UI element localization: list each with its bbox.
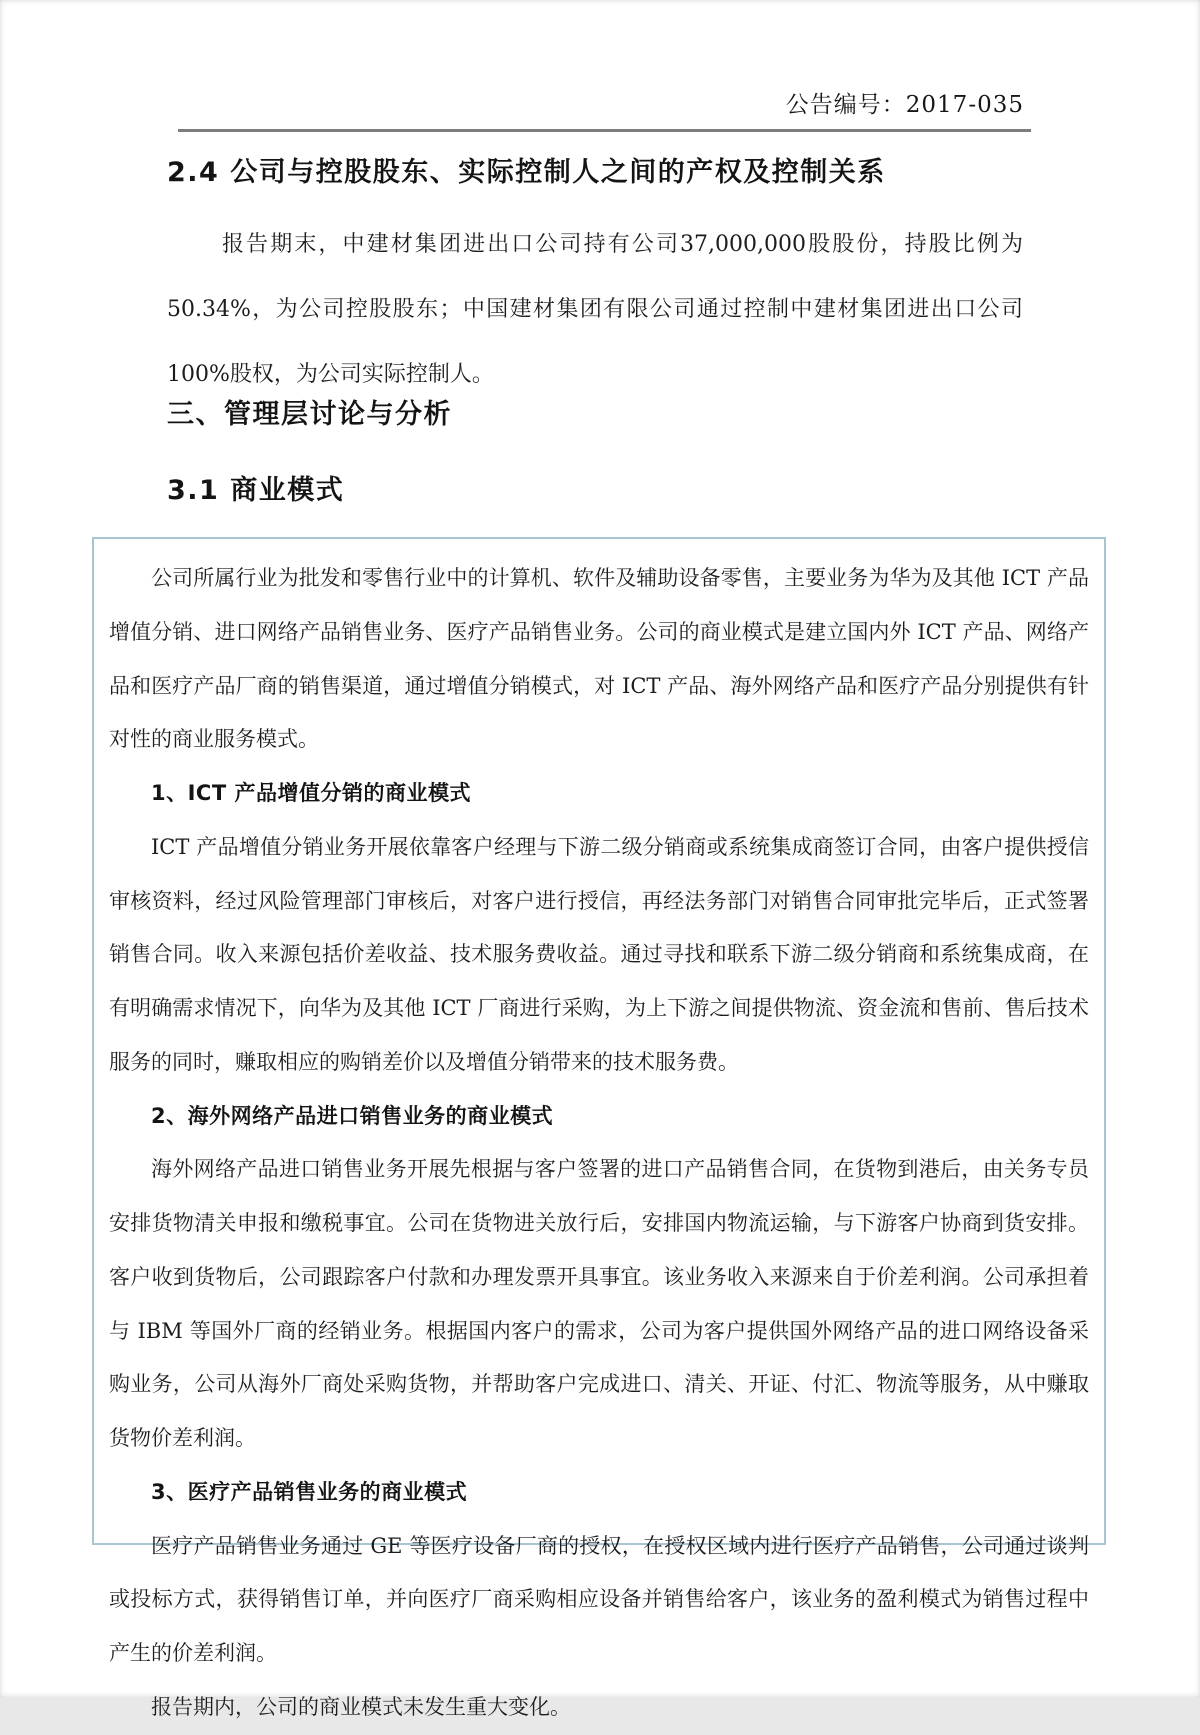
business-model-box [92, 537, 1106, 1719]
business-model-item-1-heading: 1、ICT 产品增值分销的商业模式 [151, 781, 471, 805]
section-2-4-title: 2.4 公司与控股股东、实际控制人之间的产权及控制关系 [167, 157, 886, 188]
business-model-closing: 报告期内，公司的商业模式未发生重大变化。 [151, 1694, 571, 1719]
business-model-item-2-body: 海外网络产品进口销售业务开展先根据与客户签署的进口产品销售合同，在货物到港后，由关务专员安排货物清关申报和缴税事宜。公司在货物进关放行后，安排国内物流运输，与下游客户协商到货安排。客户收到货物后，公司跟踪客户付款和办理发票开具事宜。该业务收入来源来自于价差利润。公司承担着与 IBM 等国外厂商的经销业务。根据国内客户的需求，公司为客户提供国外网络产品的进口网络设备采购业务，公司从海外厂商处采购货物，并帮助客户完成进口、清关、开证、付汇、物流等服务，从中赚取货物价差利润。 [109, 1157, 1089, 1450]
section-3-title: 三、管理层讨论与分析 [167, 399, 452, 430]
announcement-number: 公告编号：2017-035 [785, 92, 1024, 118]
business-model-item-1-body: ICT 产品增值分销业务开展依靠客户经理与下游二级分销商或系统集成商签订合同，由客户提供授信审核资料，经过风险管理部门审核后，对客户进行授信，再经法务部门对销售合同审批完毕后，正式签署销售合同。收入来源包括价差收益、技术服务费收益。通过寻找和联系下游二级分销商和系统集成商，在有明确需求情况下，向华为及其他 ICT 厂商进行采购，为上下游之间提供物流、资金流和售前、售后技术服务的同时，赚取相应的购销差价以及增值分销带来的技术服务费。 [109, 834, 1089, 1074]
section-3-1-title: 3.1 商业模式 [167, 475, 345, 506]
business-model-intro: 公司所属行业为批发和零售行业中的计算机、软件及辅助设备零售，主要业务为华为及其他 ICT 产品增值分销、进口网络产品销售业务、医疗产品销售业务。公司的商业模式是建立国内外 ICT 产品、网络产品和医疗产品厂商的销售渠道，通过增值分销模式，对 ICT 产品、海外网络产品和医疗产品分别提供有针对性的商业服务模式。 [109, 566, 1089, 752]
business-model-item-3-heading: 3、医疗产品销售业务的商业模式 [151, 1479, 468, 1504]
section-2-4-paragraph: 报告期末，中建材集团进出口公司持有公司37,000,000股股份，持股比例为50.34%，为公司控股股东；中国建材集团有限公司通过控制中建材集团进出口公司100%股权，为公司实际控制人。 [167, 232, 1023, 387]
header-divider [178, 129, 1031, 132]
business-model-item-3-body: 医疗产品销售业务通过 GE 等医疗设备厂商的授权，在授权区域内进行医疗产品销售，公司通过谈判或投标方式，获得销售订单，并向医疗厂商采购相应设备并销售给客户，该业务的盈利模式为销售过程中产生的价差利润。 [109, 1533, 1089, 1665]
business-model-item-2-heading: 2、海外网络产品进口销售业务的商业模式 [151, 1103, 554, 1128]
